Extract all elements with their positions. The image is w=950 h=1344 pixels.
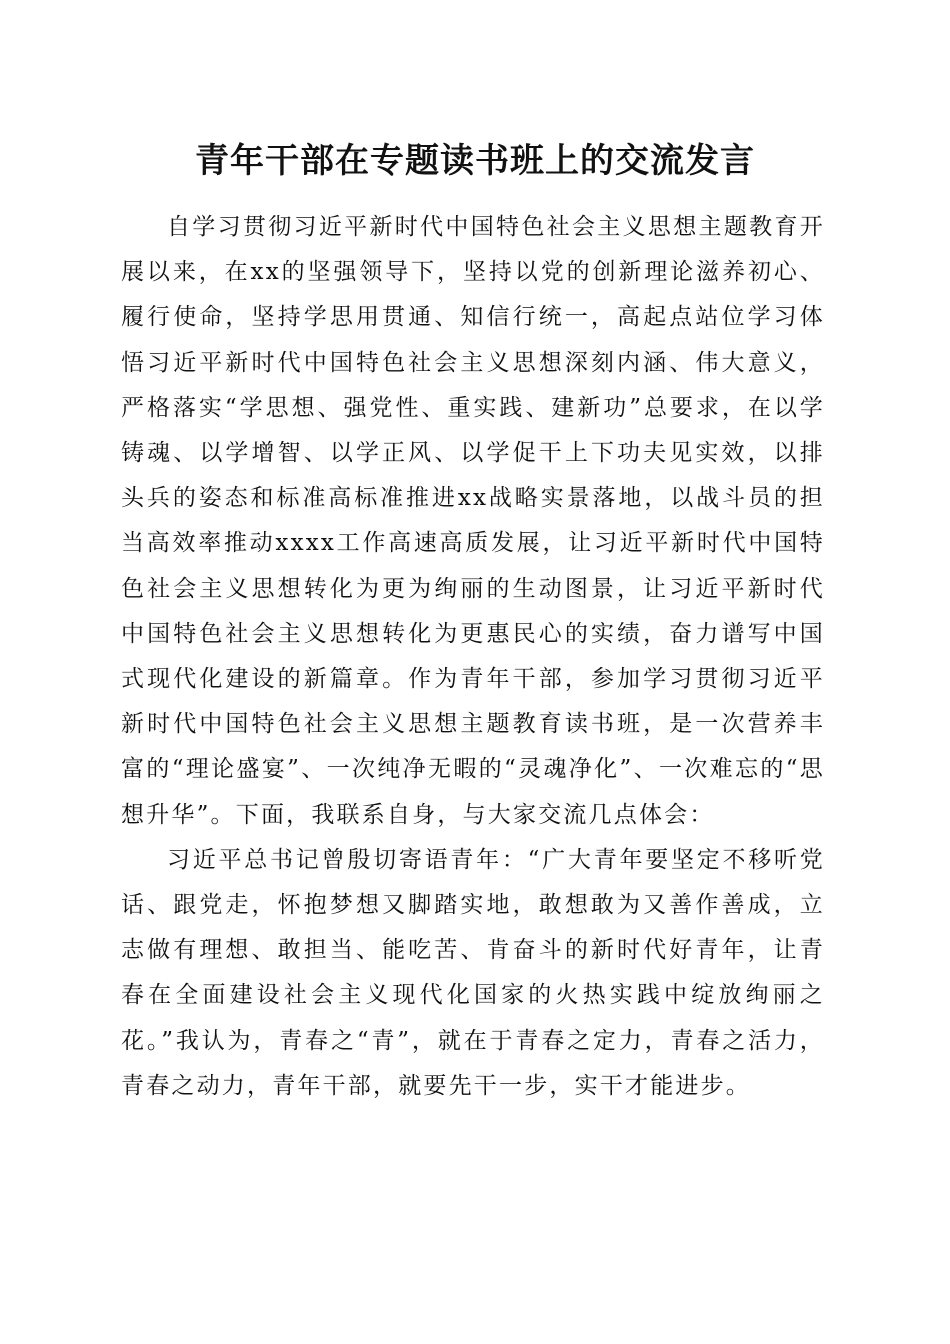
document-body (121, 205, 825, 1109)
document-title: 青年干部在专题读书班上的交流发言 (195, 141, 755, 181)
paragraph-intro: 自学习贯彻习近平新时代中国特色社会主义思想主题教育开展以来，在xx的坚强领导下，坚持以党的创新理论滋养初心、履行使命，坚持学思用贯通、知信行统一，高起点站位学习体悟习近平新时代中国特色社会主义思想深刻内涵、伟大意义，严格落实“学思想、强党性、重实践、建新功”总要求，在以学铸魂、以学增智、以学正风、以学促干上下功夫见实效，以排头兵的姿态和标准高标准推进xx战略实景落地，以战斗员的担当高效率推动xxxx工作高速高质发展，让习近平新时代中国特色社会主义思想转化为更为绚丽的生动图景，让习近平新时代中国特色社会主义思想转化为更惠民心的实绩，奋力谱写中国式现代化建设的新篇章。作为青年干部，参加学习贯彻习近平新时代中国特色社会主义思想主题教育读书班，是一次营养丰富的“理论盛宴”、一次纯净无暇的“灵魂净化”、一次难忘的“思想升华”。下面，我联系自身，与大家交流几点体会： (121, 214, 825, 828)
paragraph-quote: 习近平总书记曾殷切寄语青年：“广大青年要坚定不移听党话、跟党走，怀抱梦想又脚踏实地，敢想敢为又善作善成，立志做有理想、敢担当、能吃苦、肯奋斗的新时代好青年，让青春在全面建设社会主义现代化国家的火热实践中绽放绚丽之花。”我认为，青春之“青”，就在于青春之定力，青春之活力，青春之动力，青年干部，就要先干一步，实干才能进步。 (121, 846, 825, 1099)
